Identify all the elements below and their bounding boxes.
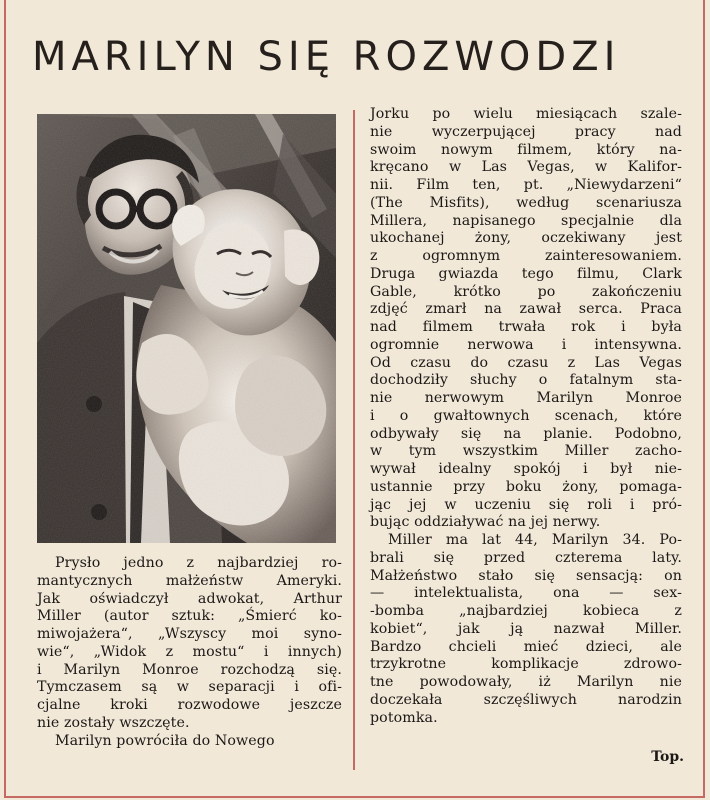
article-text-line: Gable, krótko po zakończeniu [370, 283, 682, 300]
article-text-line: -bomba „najbardziej kobieca z [370, 603, 682, 619]
article-text-line: w tym wszystkim Miller zacho- [370, 443, 682, 460]
black-white-couple-photo-icon [37, 114, 336, 543]
article-text-line: nie nerwowym Marilyn Monroe [370, 390, 682, 406]
article-text-line: nii. Film ten, pt. „Niewydarzeni“ [370, 177, 682, 193]
article-text-line: ukochanej żony, oczekiwany jest [370, 230, 682, 247]
article-title: MARILYN SIĘ ROZWODZI [32, 34, 621, 80]
article-text-line: wywał idealny spokój i był nie- [370, 461, 682, 477]
article-text-line: zdjęć zmarł na zawał serca. Praca [370, 301, 682, 318]
article-text-line: Miller ma lat 44, Marilyn 34. Po- [388, 532, 682, 548]
article-text-line: nie zostały wszczęte. [37, 714, 190, 731]
article-text-line: Tymczasem są w separacji i ofi- [37, 679, 342, 696]
article-text-line: Od czasu do czasu z Las Vegas [370, 354, 682, 371]
article-text-line: nie wyczerpującej pracy nad [370, 123, 682, 140]
article-text-line: wie“, „Widok z mostu“ i innych) [37, 643, 342, 660]
article-text-line: i Marilyn Monroe rozchodzą się. [37, 661, 342, 678]
article-text-line: Druga gwiazda tego filmu, Clark [370, 265, 682, 282]
article-text-line: nad filmem trwała rok i była [370, 319, 682, 335]
article-text-line: brali się przed czterema laty. [370, 549, 682, 566]
article-text-line: cjalne kroki rozwodowe jeszcze [37, 697, 342, 713]
article-text-line: Millera, napisanego specjalnie dla [370, 212, 682, 229]
article-text-line: swoim nowym filmem, który na- [370, 141, 682, 158]
article-text-line: Bardzo chcieli mieć dzieci, ale [370, 638, 682, 655]
article-text-line: trzykrotne komplikacje zdrowo- [370, 656, 682, 673]
article-text-line: i o gwałtownych scenach, które [370, 407, 682, 424]
article-text-line: jąc jej w uczeniu się roli i pró- [370, 496, 682, 513]
left-article-column [37, 555, 342, 750]
article-text-line: ogromnie nerwowa i intensywna. [370, 336, 682, 353]
article-text-line: potomka. [370, 709, 438, 726]
article-signature: Top. [651, 749, 684, 765]
couple-photograph [37, 114, 336, 543]
article-text-line: (The Misfits), według scenariusza [370, 194, 682, 211]
article-text-line: — intelektualista, ona — sex- [370, 585, 682, 602]
article-text-line: Małżeństwo stało się sensacją: on [370, 567, 682, 584]
article-text-line: bując oddziaływać na jej nerwy. [370, 514, 601, 531]
article-text-line: z ogromnym zainteresowaniem. [370, 248, 682, 264]
article-text-line: Jorku po wielu miesiącach szale- [370, 106, 682, 122]
article-text-line: Miller (autor sztuk: „Śmierć ko- [37, 608, 342, 625]
article-text-line: odbywały się na planie. Podobno, [370, 425, 682, 442]
article-text-line: dochodziły słuchy o fatalnym sta- [370, 372, 682, 389]
article-text-line: ustannie przy boku żony, pomaga- [370, 478, 682, 495]
article-text-line: kobiet“, jak ją nazwał Miller. [370, 620, 682, 637]
article-text-line: Marilyn powróciła do Nowego [55, 732, 275, 749]
article-text-line: Prysło jedno z najbardziej ro- [55, 555, 342, 571]
article-text-line: Jak oświadczył adwokat, Arthur [37, 590, 342, 607]
article-text-line: tne powodowały, iż Marilyn nie [370, 674, 682, 690]
right-article-column [370, 106, 682, 727]
article-text-line: miwojażera“, „Wszyscy moi syno- [37, 626, 342, 642]
article-text-line: doczekała szczęśliwych narodzin [370, 691, 682, 708]
article-text-line: kręcano w Las Vegas, w Kalifor- [370, 159, 682, 176]
article-text-line: mantycznych małżeństw Ameryki. [37, 572, 342, 589]
column-divider [353, 110, 355, 770]
